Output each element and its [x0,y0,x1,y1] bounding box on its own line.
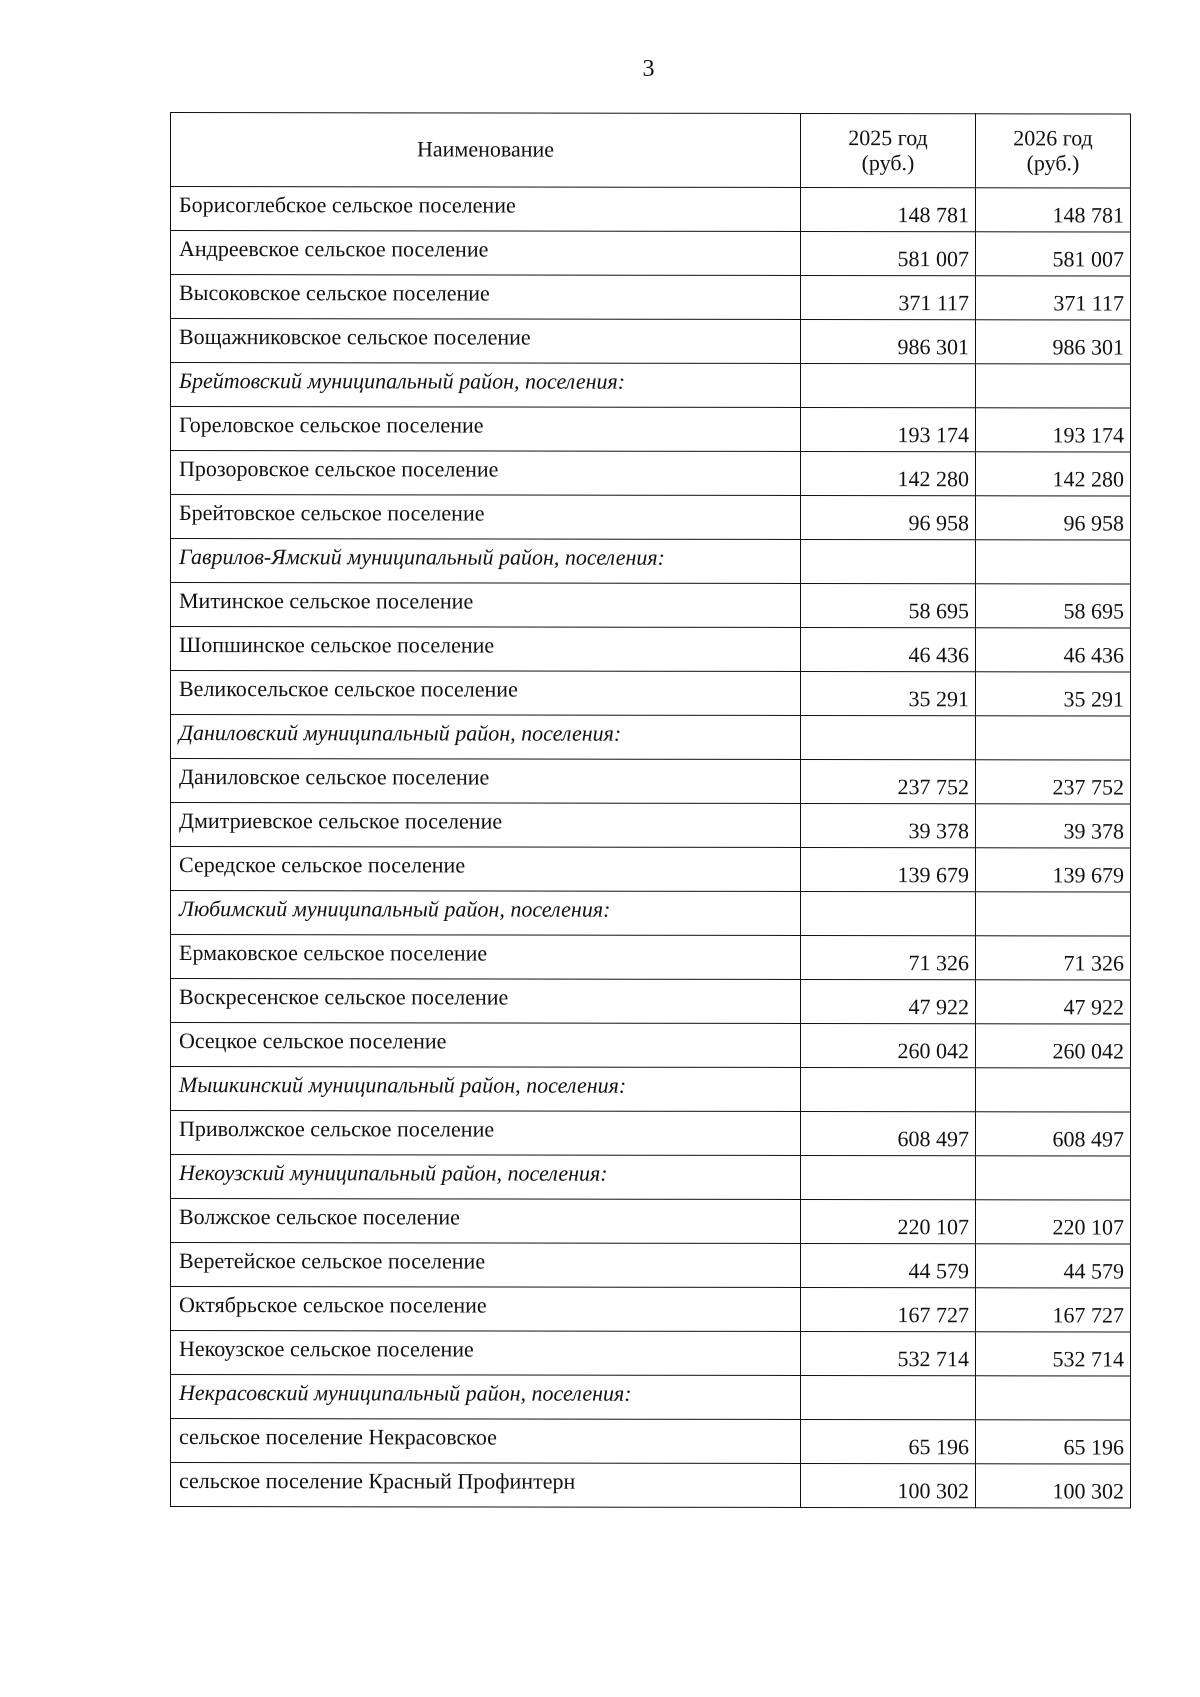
amount-2026-cell: 35 291 [976,672,1131,716]
table-row [171,451,1131,497]
settlement-name-cell: Великосельское сельское поселение [171,671,801,716]
amount-2026-cell: 193 174 [976,408,1131,452]
header-2025-unit: (руб.) [861,149,915,175]
table-row [171,583,1131,629]
amount-2025-cell: 44 579 [801,1243,976,1287]
table-row [171,803,1131,849]
amount-2026-cell: 220 107 [976,1200,1131,1244]
table-row [171,1243,1131,1289]
settlement-name-cell: Дмитриевское сельское поселение [171,803,801,848]
table-group-row [171,1067,1131,1113]
amount-2026-cell: 371 117 [976,276,1131,320]
table-group-row [171,1155,1131,1201]
amount-2025-cell [801,1375,976,1419]
amount-2025-cell: 220 107 [801,1199,976,1243]
table-group-row [171,539,1131,585]
settlement-name-cell: Волжское сельское поселение [171,1199,801,1244]
amount-2026-cell: 44 579 [976,1244,1131,1288]
settlement-name-cell: Некоузское сельское поселение [171,1331,801,1376]
settlement-name-cell: Гореловское сельское поселение [171,407,801,452]
table-group-row [171,1375,1131,1421]
amount-2026-cell [976,540,1131,584]
table-row [171,979,1131,1025]
table-row [171,319,1131,365]
table-row [171,231,1131,277]
settlement-name-cell: сельское поселение Некрасовское [171,1419,801,1464]
amount-2026-cell: 142 280 [976,452,1131,496]
amount-2025-cell [801,715,976,759]
settlement-name-cell: Митинское сельское поселение [171,583,801,628]
amount-2026-cell: 100 302 [976,1464,1131,1508]
amount-2026-cell: 581 007 [976,232,1131,276]
budget-table [170,112,1131,1509]
table-row [171,671,1131,717]
table-row [171,935,1131,981]
settlement-name-cell: сельское поселение Красный Профинтерн [171,1463,801,1508]
table-row [171,407,1131,453]
amount-2026-cell: 148 781 [976,188,1131,232]
amount-2025-cell: 100 302 [801,1463,976,1507]
settlement-name-cell: Осецкое сельское поселение [171,1023,801,1068]
settlement-name-cell: Брейтовское сельское поселение [171,495,801,540]
amount-2025-cell: 39 378 [801,803,976,847]
header-2026-unit: (руб.) [1026,149,1080,175]
table-row [171,1331,1131,1377]
district-name-cell: Некрасовский муниципальный район, поселения: [171,1375,801,1420]
table-group-row [171,715,1131,761]
settlement-name-cell: Даниловское сельское поселение [171,759,801,804]
table-row [171,1419,1131,1465]
amount-2026-cell: 139 679 [976,848,1131,892]
settlement-name-cell: Приволжское сельское поселение [171,1111,801,1156]
settlement-name-cell: Веретейское сельское поселение [171,1243,801,1288]
settlement-name-cell: Октябрьское сельское поселение [171,1287,801,1332]
amount-2026-cell [976,716,1131,760]
settlement-name-cell: Высоковское сельское поселение [171,275,801,320]
table-row [171,847,1131,893]
settlement-name-cell: Прозоровское сельское поселение [171,451,801,496]
amount-2026-cell: 608 497 [976,1112,1131,1156]
settlement-name-cell: Ермаковское сельское поселение [171,935,801,980]
district-name-cell: Гаврилов-Ямский муниципальный район, поселения: [171,539,801,584]
amount-2025-cell: 260 042 [801,1023,976,1067]
amount-2026-cell: 46 436 [976,628,1131,672]
amount-2025-cell: 96 958 [801,495,976,539]
header-2026-year: 2026 год [1013,125,1093,151]
amount-2026-cell: 986 301 [976,320,1131,364]
amount-2025-cell: 142 280 [801,451,976,495]
settlement-name-cell: Андреевское сельское поселение [171,231,801,276]
amount-2026-cell [976,1068,1131,1112]
amount-2025-cell: 71 326 [801,935,976,979]
table-body [171,187,1131,1509]
amount-2025-cell: 35 291 [801,671,976,715]
amount-2026-cell: 71 326 [976,936,1131,980]
settlement-name-cell: Вощажниковское сельское поселение [171,319,801,364]
table-row [171,1023,1131,1069]
amount-2026-cell: 237 752 [976,760,1131,804]
settlement-name-cell: Борисоглебское сельское поселение [171,187,801,232]
table-row [171,759,1131,805]
amount-2025-cell [801,1155,976,1199]
table-row [171,187,1131,233]
amount-2025-cell: 47 922 [801,979,976,1023]
amount-2026-cell: 65 196 [976,1420,1131,1464]
table-row [171,1199,1131,1245]
district-name-cell: Любимский муниципальный район, поселения: [171,891,801,936]
amount-2025-cell [801,1067,976,1111]
amount-2025-cell: 58 695 [801,583,976,627]
amount-2026-cell: 260 042 [976,1024,1131,1068]
table-row [171,1463,1131,1509]
amount-2025-cell: 608 497 [801,1111,976,1155]
settlement-name-cell: Шопшинское сельское поселение [171,627,801,672]
header-2025-year: 2025 год [848,125,928,151]
amount-2025-cell: 46 436 [801,627,976,671]
amount-2025-cell: 193 174 [801,407,976,451]
table-row [171,1287,1131,1333]
table-group-row [171,363,1131,409]
amount-2025-cell: 65 196 [801,1419,976,1463]
table-header-row [171,113,1131,189]
amount-2026-cell: 39 378 [976,804,1131,848]
amount-2026-cell: 167 727 [976,1288,1131,1332]
table-row [171,275,1131,321]
district-name-cell: Некоузский муниципальный район, поселения: [171,1155,801,1200]
amount-2025-cell: 532 714 [801,1331,976,1375]
settlement-name-cell: Середское сельское поселение [171,847,801,892]
amount-2025-cell [801,363,976,407]
table-row [171,495,1131,541]
amount-2026-cell [976,1156,1131,1200]
amount-2025-cell: 986 301 [801,319,976,363]
amount-2025-cell: 139 679 [801,847,976,891]
table-group-row [171,891,1131,937]
amount-2026-cell [976,892,1131,936]
amount-2025-cell [801,891,976,935]
settlement-name-cell: Воскресенское сельское поселение [171,979,801,1024]
district-name-cell: Даниловский муниципальный район, поселения: [171,715,801,760]
header-2025 [801,113,976,187]
amount-2025-cell: 148 781 [801,187,976,231]
header-2026 [976,114,1131,188]
amount-2025-cell: 371 117 [801,275,976,319]
amount-2026-cell: 58 695 [976,584,1131,628]
district-name-cell: Мышкинский муниципальный район, поселения: [171,1067,801,1112]
amount-2025-cell: 237 752 [801,759,976,803]
amount-2025-cell: 167 727 [801,1287,976,1331]
amount-2026-cell: 47 922 [976,980,1131,1024]
district-name-cell: Брейтовский муниципальный район, поселения: [171,363,801,408]
amount-2025-cell: 581 007 [801,231,976,275]
table-row [171,1111,1131,1157]
amount-2026-cell [976,1376,1131,1420]
amount-2026-cell [976,364,1131,408]
amount-2026-cell: 96 958 [976,496,1131,540]
amount-2026-cell: 532 714 [976,1332,1131,1376]
table-row [171,627,1131,673]
page-number: 3 [642,56,655,82]
amount-2025-cell [801,539,976,583]
header-name: Наименование [171,113,801,188]
